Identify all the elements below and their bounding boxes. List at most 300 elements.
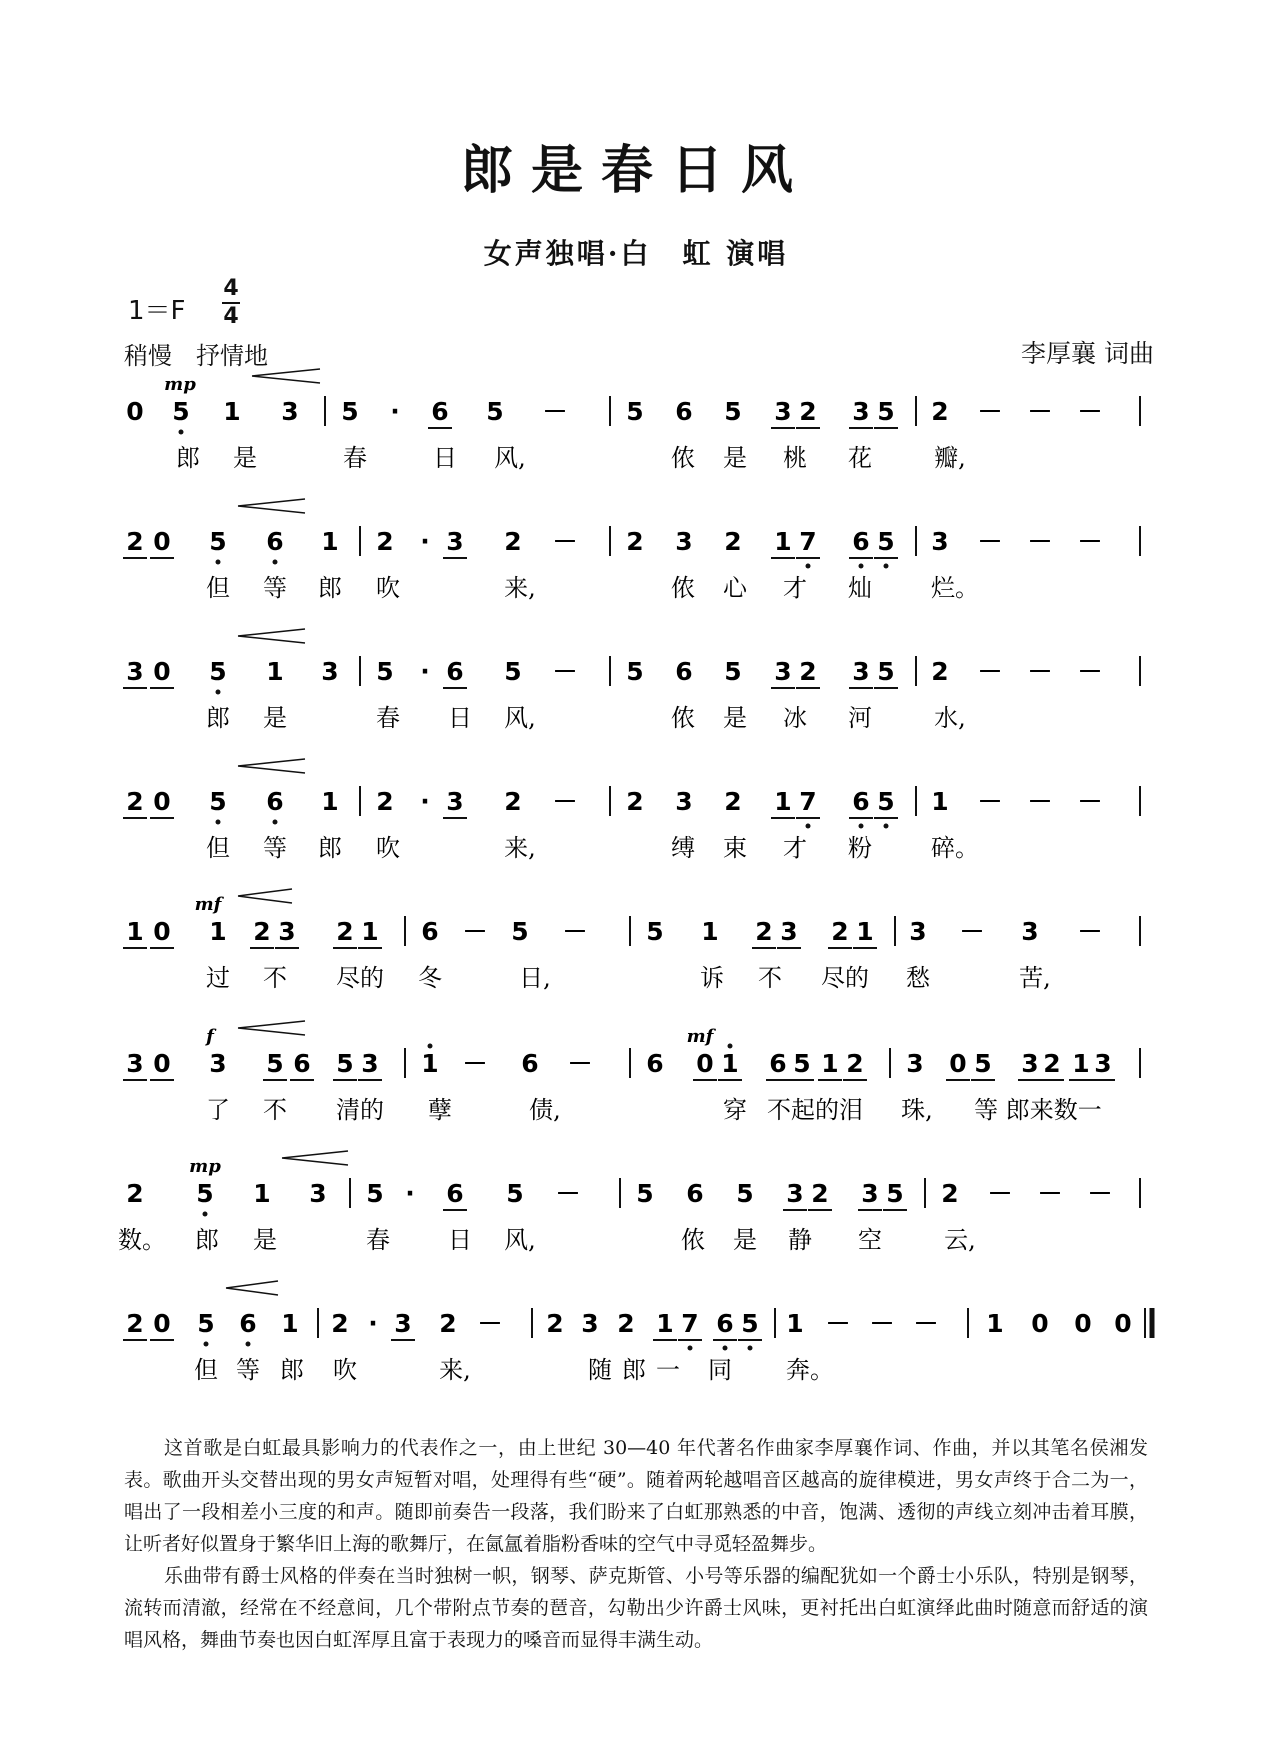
score-note: －: [552, 657, 578, 686]
score-note: 0: [696, 1049, 714, 1078]
composer-credit: 李厚襄 词曲: [1021, 339, 1154, 368]
score-note: 3: [852, 657, 870, 686]
lyric-syllable: 花: [848, 444, 872, 472]
score-note: －: [977, 787, 1003, 816]
lyric-syllable: 不: [263, 1096, 287, 1124]
lyric-syllable: 瓣,: [934, 444, 966, 472]
score-note: 3: [786, 1179, 804, 1208]
dynamic-marking: mp: [189, 1156, 221, 1177]
score-note: 5: [877, 787, 895, 816]
score-note: 5: [793, 1049, 811, 1078]
score-note: 3: [126, 1049, 144, 1078]
score-note: 2: [626, 787, 644, 816]
lyric-syllable: 风,: [504, 704, 536, 732]
lyric-syllable: 郎: [318, 574, 342, 602]
score-note: 2: [941, 1179, 959, 1208]
score-note: ·: [390, 397, 400, 426]
lyric-syllable: 郎: [195, 1226, 219, 1254]
score-note: 1: [266, 657, 284, 686]
score-note: 2: [1043, 1049, 1061, 1078]
score-note: 1: [321, 787, 339, 816]
score-note: 2: [126, 787, 144, 816]
lyric-syllable: 静: [788, 1226, 812, 1254]
lyric-syllable: 日: [433, 444, 457, 472]
score-note: ·: [420, 787, 430, 816]
score-note: 2: [376, 527, 394, 556]
score-system: [123, 889, 1140, 992]
score-note: 5: [196, 1179, 214, 1208]
score-note: 3: [906, 1049, 924, 1078]
score-note: 2: [546, 1309, 564, 1338]
score-note: 6: [675, 657, 693, 686]
lyric-syllable: 侬: [671, 444, 695, 472]
score-note: 1: [421, 1049, 439, 1078]
score-note: －: [1077, 917, 1103, 946]
crescendo-hairpin: [238, 759, 305, 773]
score-note: 2: [724, 527, 742, 556]
score-note: 5: [506, 1179, 524, 1208]
score-note: 3: [446, 787, 464, 816]
score-note: 2: [439, 1309, 457, 1338]
score-note: 3: [675, 787, 693, 816]
lyric-syllable: 日,: [519, 964, 551, 992]
lyric-syllable: 风,: [504, 1226, 536, 1254]
score-note: 1: [701, 917, 719, 946]
lyric-syllable: 水,: [934, 704, 966, 732]
score-note: 3: [1021, 1049, 1039, 1078]
score-note: 6: [852, 787, 870, 816]
dynamic-marking: mf: [686, 1026, 714, 1047]
lyric-syllable: 吹: [376, 834, 400, 862]
score-note: 7: [799, 787, 817, 816]
score-note: －: [567, 1049, 593, 1078]
low-octave-dot: [884, 564, 889, 569]
score-note: －: [977, 657, 1003, 686]
score-note: 5: [504, 657, 522, 686]
low-octave-dot: [273, 820, 278, 825]
lyric-syllable: 来,: [504, 834, 536, 862]
commentary: [124, 1432, 1148, 1656]
score-note: 3: [852, 397, 870, 426]
lyric-syllable: 春: [366, 1226, 390, 1254]
song-title: 郎是春日风: [460, 140, 811, 201]
score-note: 5: [626, 657, 644, 686]
score-note: 5: [724, 397, 742, 426]
crescendo-hairpin: [252, 369, 320, 383]
score-note: 5: [646, 917, 664, 946]
crescendo-hairpin: [238, 629, 305, 643]
score-note: ·: [405, 1179, 415, 1208]
lyric-syllable: 灿: [848, 574, 872, 602]
score-note: 6: [769, 1049, 787, 1078]
lyric-syllable: 奔。: [786, 1356, 834, 1384]
score-note: ·: [368, 1309, 378, 1338]
score-note: 2: [253, 917, 271, 946]
score-note: －: [552, 787, 578, 816]
score-note: 0: [1031, 1309, 1049, 1338]
lyric-syllable: 心: [723, 574, 747, 602]
score-note: 2: [846, 1049, 864, 1078]
lyric-syllable: 孽: [428, 1096, 452, 1124]
lyric-syllable: 清的: [336, 1096, 384, 1124]
lyric-syllable: 随: [588, 1356, 612, 1384]
score-note: －: [1077, 787, 1103, 816]
score-note: 2: [931, 397, 949, 426]
score-note: －: [1027, 397, 1053, 426]
lyric-syllable: 缚: [671, 834, 695, 862]
dynamic-marking: mf: [194, 894, 222, 915]
lyric-syllable: 郎: [206, 704, 230, 732]
lyric-syllable: 不起的泪: [767, 1096, 863, 1124]
score-note: ·: [420, 527, 430, 556]
meter-top: 4: [223, 276, 239, 301]
score-note: 3: [861, 1179, 879, 1208]
score-note: 3: [931, 527, 949, 556]
lyric-syllable: 侬: [671, 574, 695, 602]
score-note: 3: [209, 1049, 227, 1078]
score-system: [126, 369, 1140, 472]
lyric-syllable: 同: [708, 1356, 732, 1384]
meter-bottom: 4: [223, 304, 239, 329]
score-note: 5: [636, 1179, 654, 1208]
score-note: －: [1027, 787, 1053, 816]
score-note: 5: [197, 1309, 215, 1338]
score-note: 5: [886, 1179, 904, 1208]
score-note: 5: [366, 1179, 384, 1208]
score-note: 3: [281, 397, 299, 426]
score-note: －: [477, 1309, 503, 1338]
lyric-syllable: 云,: [944, 1226, 976, 1254]
score-system: [123, 759, 1140, 862]
lyric-syllable: 郎: [622, 1356, 646, 1384]
lyric-syllable: 愁: [906, 964, 930, 992]
low-octave-dot: [179, 430, 184, 435]
crescendo-hairpin: [238, 1021, 305, 1035]
lyric-syllable: 等 郎来数一: [974, 1096, 1102, 1124]
score-note: 0: [153, 657, 171, 686]
score-note: 2: [504, 787, 522, 816]
score-note: 3: [774, 397, 792, 426]
lyric-syllable: 粉: [848, 834, 872, 862]
score-note: 3: [909, 917, 927, 946]
score-note: 3: [581, 1309, 599, 1338]
score-note: 1: [223, 397, 241, 426]
crescendo-hairpin: [282, 1151, 348, 1165]
crescendo-hairpin: [238, 889, 292, 903]
score-note: 0: [126, 397, 144, 426]
low-octave-dot: [806, 824, 811, 829]
low-octave-dot: [859, 564, 864, 569]
score-note: 3: [446, 527, 464, 556]
song-subtitle: 女声独唱·白 虹 演唱: [483, 237, 789, 270]
score-note: 3: [309, 1179, 327, 1208]
score-note: 2: [126, 1179, 144, 1208]
commentary-paragraph: 这首歌是白虹最具影响力的代表作之一，由上世纪 30—40 年代著名作曲家李厚襄作词、作曲，并以其笔名侯湘发表。歌曲开头交替出现的男女声短暂对唱，处理得有些“硬”。随着两轮越唱音区越高的旋律模进，男女声终于合二为一，唱出了一段相差小三度的和声。随即前奏告一段落，我们盼来了白虹那熟悉的中音，饱满、透彻的声线立刻冲击着耳膜，让听者好似置身于繁华旧上海的歌舞厅，在氤氲着脂粉香味的空气中寻觅轻盈舞步。: [124, 1437, 1148, 1555]
score-note: 3: [394, 1309, 412, 1338]
score-note: 6: [446, 1179, 464, 1208]
lyric-syllable: 一: [656, 1356, 680, 1384]
lyric-syllable: 过: [206, 964, 230, 992]
high-octave-dot: [428, 1044, 433, 1049]
score-note: 5: [736, 1179, 754, 1208]
score-note: 6: [239, 1309, 257, 1338]
score-note: 6: [421, 917, 439, 946]
score-note: 2: [336, 917, 354, 946]
lyric-syllable: 桃: [783, 444, 807, 472]
score-note: 6: [293, 1049, 311, 1078]
lyric-syllable: 债,: [529, 1096, 561, 1124]
lyric-syllable: 日: [448, 704, 472, 732]
score-note: 6: [266, 787, 284, 816]
lyric-syllable: 穿: [723, 1096, 747, 1124]
low-octave-dot: [204, 1342, 209, 1347]
score-note: 1: [986, 1309, 1004, 1338]
low-octave-dot: [884, 824, 889, 829]
lyric-syllable: 才: [783, 574, 807, 602]
lyric-syllable: 春: [343, 444, 367, 472]
score-note: 1: [361, 917, 379, 946]
score-note: 1: [1072, 1049, 1090, 1078]
score-note: 6: [646, 1049, 664, 1078]
lyric-syllable: 了: [206, 1096, 230, 1124]
low-octave-dot: [806, 564, 811, 569]
lyric-syllable: 郎: [176, 444, 200, 472]
score-note: 3: [278, 917, 296, 946]
score-note: ·: [420, 657, 430, 686]
dynamic-marking: f: [206, 1026, 214, 1047]
low-octave-dot: [246, 1342, 251, 1347]
score-note: 0: [153, 527, 171, 556]
lyric-syllable: 河: [848, 704, 872, 732]
score-note: 5: [341, 397, 359, 426]
score-note: －: [462, 1049, 488, 1078]
score-note: 5: [209, 527, 227, 556]
score-note: 5: [266, 1049, 284, 1078]
low-octave-dot: [216, 560, 221, 565]
lyric-syllable: 是: [723, 704, 747, 732]
lyric-syllable: 春: [376, 704, 400, 732]
crescendo-hairpin: [226, 1281, 278, 1295]
score-note: 2: [799, 657, 817, 686]
lyric-syllable: 郎: [280, 1356, 304, 1384]
score-system: [123, 499, 1140, 602]
score-note: 5: [511, 917, 529, 946]
score-note: 5: [724, 657, 742, 686]
score-note: 1: [209, 917, 227, 946]
score-note: －: [913, 1309, 939, 1338]
key-signature: 1＝F: [128, 296, 186, 326]
lyric-syllable: 侬: [671, 704, 695, 732]
score-note: 6: [521, 1049, 539, 1078]
score-note: 3: [126, 657, 144, 686]
score-note: 3: [774, 657, 792, 686]
lyric-syllable: 等: [263, 574, 287, 602]
lyric-syllable: 但: [206, 574, 230, 602]
lyric-syllable: 是: [723, 444, 747, 472]
score-note: 1: [656, 1309, 674, 1338]
lyric-syllable: 空: [858, 1226, 882, 1254]
score-note: 3: [780, 917, 798, 946]
lyric-syllable: 才: [783, 834, 807, 862]
score-note: －: [1077, 527, 1103, 556]
score-note: 5: [172, 397, 190, 426]
low-octave-dot: [748, 1346, 753, 1351]
score-note: －: [977, 397, 1003, 426]
lyric-syllable: 侬: [681, 1226, 705, 1254]
lyric-syllable: 珠,: [901, 1096, 933, 1124]
lyric-syllable: 是: [263, 704, 287, 732]
score-note: －: [562, 917, 588, 946]
low-octave-dot: [216, 690, 221, 695]
low-octave-dot: [216, 820, 221, 825]
score-note: 6: [716, 1309, 734, 1338]
score-note: 2: [617, 1309, 635, 1338]
score-note: 1: [321, 527, 339, 556]
score-note: 0: [153, 1309, 171, 1338]
lyric-syllable: 不: [758, 964, 782, 992]
score-note: 0: [153, 787, 171, 816]
score-note: 7: [681, 1309, 699, 1338]
score-note: 0: [1114, 1309, 1132, 1338]
score-note: 0: [153, 1049, 171, 1078]
score-note: 5: [626, 397, 644, 426]
score-note: 0: [153, 917, 171, 946]
lyric-syllable: 来,: [439, 1356, 471, 1384]
score-note: 1: [721, 1049, 739, 1078]
score-note: 3: [1094, 1049, 1112, 1078]
score-note: 0: [1074, 1309, 1092, 1338]
score-note: 2: [755, 917, 773, 946]
score-note: －: [987, 1179, 1013, 1208]
score-note: －: [1027, 527, 1053, 556]
score-note: 3: [361, 1049, 379, 1078]
score-note: 5: [336, 1049, 354, 1078]
lyric-syllable: 吹: [376, 574, 400, 602]
score-note: －: [959, 917, 985, 946]
lyric-syllable: 束: [723, 834, 747, 862]
crescendo-hairpin: [238, 499, 305, 513]
lyric-syllable: 来,: [504, 574, 536, 602]
lyric-syllable: 等: [263, 834, 287, 862]
tempo-marking: 稍慢 抒情地: [124, 342, 268, 370]
low-octave-dot: [723, 1346, 728, 1351]
lyric-syllable: 碎。: [931, 834, 979, 862]
score-note: 5: [741, 1309, 759, 1338]
score-note: －: [1077, 657, 1103, 686]
lyric-syllable: 数。: [118, 1226, 166, 1254]
score-note: 3: [675, 527, 693, 556]
lyric-syllable: 诉: [700, 964, 724, 992]
lyric-syllable: 苦,: [1019, 964, 1051, 992]
score-note: －: [552, 527, 578, 556]
score-note: 1: [774, 527, 792, 556]
score-note: 2: [126, 527, 144, 556]
lyric-syllable: 吹: [333, 1356, 357, 1384]
lyric-syllable: 郎: [318, 834, 342, 862]
score-note: －: [977, 527, 1003, 556]
lyric-syllable: 冰: [783, 704, 807, 732]
score-note: 2: [831, 917, 849, 946]
dynamic-marking: mp: [164, 374, 196, 395]
score-system: [123, 629, 1140, 732]
score-note: 2: [799, 397, 817, 426]
score-note: 1: [253, 1179, 271, 1208]
score-note: 5: [376, 657, 394, 686]
low-octave-dot: [203, 1212, 208, 1217]
score-note: 6: [852, 527, 870, 556]
low-octave-dot: [273, 560, 278, 565]
score-system: [118, 1151, 1140, 1254]
score-note: 7: [799, 527, 817, 556]
score-note: －: [869, 1309, 895, 1338]
score-note: 3: [1021, 917, 1039, 946]
lyric-syllable: 是: [733, 1226, 757, 1254]
lyric-syllable: 但: [206, 834, 230, 862]
score-note: －: [555, 1179, 581, 1208]
score-note: 1: [821, 1049, 839, 1078]
score-note: 1: [281, 1309, 299, 1338]
score-note: 2: [376, 787, 394, 816]
score-note: 1: [786, 1309, 804, 1338]
score-note: 5: [209, 657, 227, 686]
score-note: 6: [675, 397, 693, 426]
score-note: 5: [877, 397, 895, 426]
score-note: 1: [126, 917, 144, 946]
score-note: 6: [431, 397, 449, 426]
lyric-syllable: 烂。: [931, 574, 979, 602]
lyric-syllable: 冬: [418, 964, 442, 992]
score-note: 5: [209, 787, 227, 816]
score-note: 6: [686, 1179, 704, 1208]
score-note: 3: [321, 657, 339, 686]
lyric-syllable: 尽的: [821, 964, 869, 992]
commentary-paragraph: 乐曲带有爵士风格的伴奏在当时独树一帜，钢琴、萨克斯管、小号等乐器的编配犹如一个爵士小乐队，特别是钢琴，流转而清澈，经常在不经意间，几个带附点节奏的琶音，勾勒出少许爵士风味，更衬托出白虹演绎此曲时随意而舒适的演唱风格，舞曲节奏也因白虹浑厚且富于表现力的嗓音而显得丰满生动。: [124, 1565, 1148, 1651]
lyric-syllable: 不: [263, 964, 287, 992]
score-note: 1: [931, 787, 949, 816]
score-note: 2: [931, 657, 949, 686]
score-note: －: [825, 1309, 851, 1338]
score-note: －: [542, 397, 568, 426]
lyric-syllable: 但: [194, 1356, 218, 1384]
lyric-syllable: 是: [253, 1226, 277, 1254]
lyric-syllable: 风,: [494, 444, 526, 472]
score-note: 5: [974, 1049, 992, 1078]
score-note: 5: [877, 527, 895, 556]
score-note: －: [462, 917, 488, 946]
high-octave-dot: [728, 1044, 733, 1049]
low-octave-dot: [859, 824, 864, 829]
score-system: [123, 1281, 1152, 1384]
score-note: 2: [724, 787, 742, 816]
score-note: 0: [949, 1049, 967, 1078]
score-note: 2: [626, 527, 644, 556]
score-note: 2: [331, 1309, 349, 1338]
lyric-syllable: 是: [233, 444, 257, 472]
score-note: －: [1087, 1179, 1113, 1208]
score-note: 6: [446, 657, 464, 686]
lyric-syllable: 等: [236, 1356, 260, 1384]
score-note: 2: [504, 527, 522, 556]
score-system: [123, 1021, 1140, 1124]
lyric-syllable: 日: [448, 1226, 472, 1254]
score-note: 5: [486, 397, 504, 426]
score-note: 2: [811, 1179, 829, 1208]
low-octave-dot: [688, 1346, 693, 1351]
score-note: 1: [774, 787, 792, 816]
score-note: －: [1077, 397, 1103, 426]
score-note: 2: [126, 1309, 144, 1338]
score-note: －: [1037, 1179, 1063, 1208]
